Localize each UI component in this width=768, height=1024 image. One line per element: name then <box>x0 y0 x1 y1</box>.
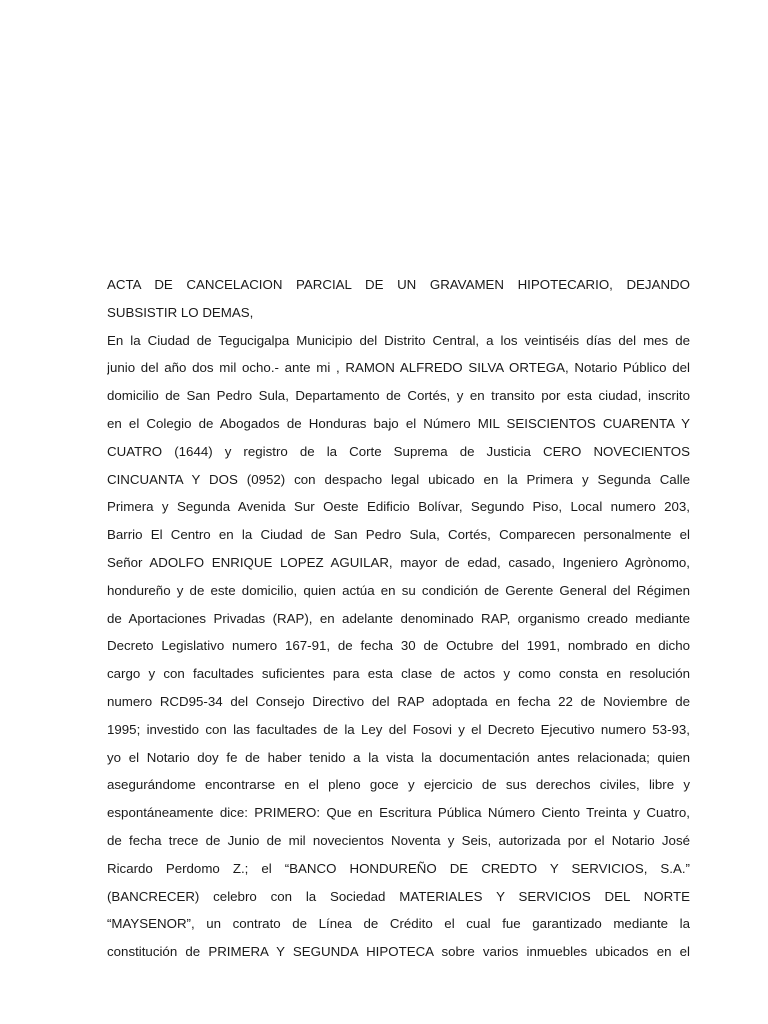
body-line: espontáneamente dice: PRIMERO: Que en Escritura Pública Número Ciento Treinta y Cuatro, <box>107 805 690 821</box>
body-line: hondureño y de este domicilio, quien actúa en su condición de Gerente General del Régimen <box>107 582 690 598</box>
body-line: 1995; investido con las facultades de la Ley del Fosovi y el Decreto Ejecutivo numero 53-93, <box>107 721 690 737</box>
body-line: En la Ciudad de Tegucigalpa Municipio del Distrito Central, a los veintiséis días del mes de <box>107 332 690 348</box>
body-line: yo el Notario doy fe de haber tenido a la vista la documentación antes relacionada; quien <box>107 749 690 765</box>
body-line: CINCUANTA Y DOS (0952) con despacho legal ubicado en la Primera y Segunda Calle <box>107 471 690 487</box>
body-line: Decreto Legislativo numero 167-91, de fecha 30 de Octubre del 1991, nombrado en dicho <box>107 638 690 654</box>
body-line: cargo y con facultades suficientes para esta clase de actos y como consta en resolución <box>107 666 690 682</box>
body-line: domicilio de San Pedro Sula, Departamento de Cortés, y en transito por esta ciudad, inscrito <box>107 388 690 404</box>
body-line: de Aportaciones Privadas (RAP), en adelante denominado RAP, organismo creado mediante <box>107 610 690 626</box>
body-line: Barrio El Centro en la Ciudad de San Pedro Sula, Cortés, Comparecen personalmente el <box>107 527 690 543</box>
title-line: SUBSISTIR LO DEMAS, <box>107 304 254 320</box>
title-line: ACTA DE CANCELACION PARCIAL DE UN GRAVAMEN HIPOTECARIO, DEJANDO <box>107 277 690 292</box>
body-line: en el Colegio de Abogados de Honduras bajo el Número MIL SEISCIENTOS CUARENTA Y <box>107 415 690 431</box>
body-line: Primera y Segunda Avenida Sur Oeste Edificio Bolívar, Segundo Piso, Local numero 203, <box>107 499 690 515</box>
body-line: de fecha trece de Junio de mil novecientos Noventa y Seis, autorizada por el Notario José <box>107 832 690 848</box>
body-line: Ricardo Perdomo Z.; el “BANCO HONDUREÑO DE CREDTO Y SERVICIOS, S.A.” <box>107 860 690 876</box>
body-line: (BANCRECER) celebro con la Sociedad MATERIALES Y SERVICIOS DEL NORTE <box>107 888 690 904</box>
document-body <box>107 271 690 966</box>
body-line: junio del año dos mil ocho.- ante mi , RAMON ALFREDO SILVA ORTEGA, Notario Público del <box>107 360 690 376</box>
body-line: constitución de PRIMERA Y SEGUNDA HIPOTECA sobre varios inmuebles ubicados en el <box>107 944 690 960</box>
body-line: Señor ADOLFO ENRIQUE LOPEZ AGUILAR, mayor de edad, casado, Ingeniero Agrònomo, <box>107 554 690 570</box>
body-line: “MAYSENOR”, un contrato de Línea de Crédito el cual fue garantizado mediante la <box>107 916 690 932</box>
body-line: asegurándome encontrarse en el pleno goce y ejercicio de sus derechos civiles, libre y <box>107 777 690 793</box>
body-line: numero RCD95-34 del Consejo Directivo del RAP adoptada en fecha 22 de Noviembre de <box>107 693 690 709</box>
body-line: CUATRO (1644) y registro de la Corte Suprema de Justicia CERO NOVECIENTOS <box>107 443 690 459</box>
